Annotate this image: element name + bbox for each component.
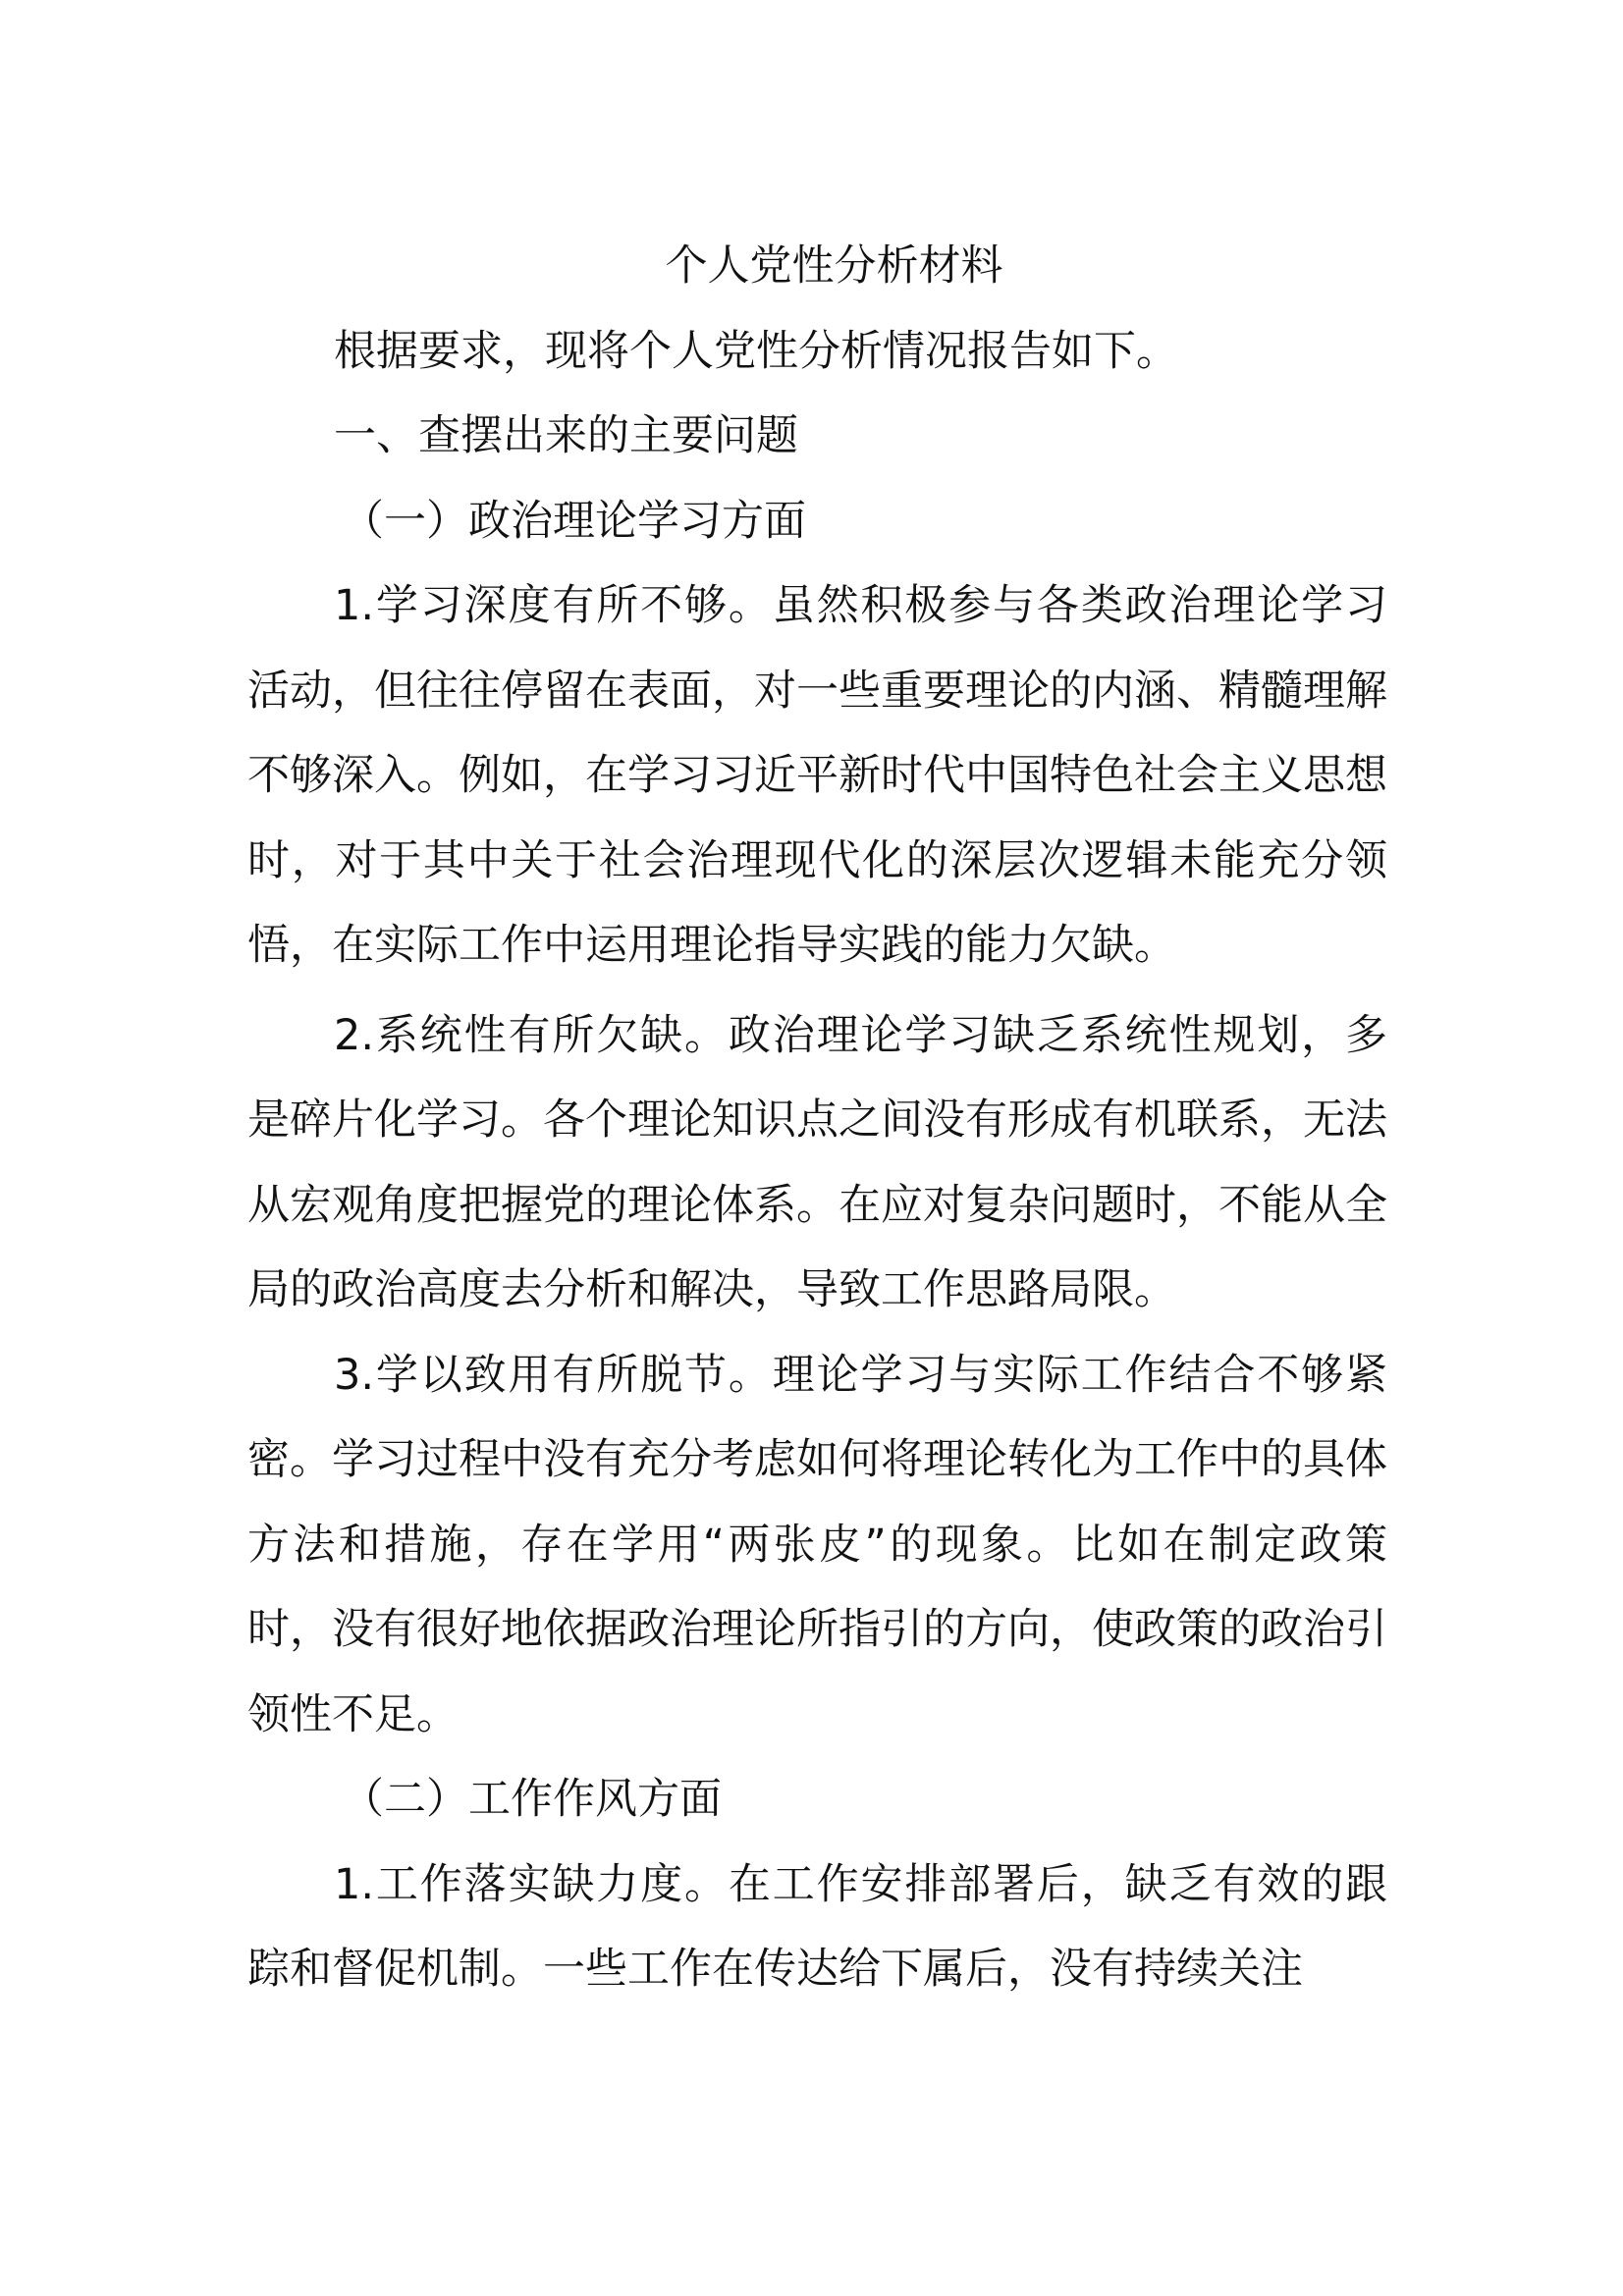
subsection-heading-1: （一）政治理论学习方面 — [342, 496, 806, 546]
document-body — [247, 224, 1387, 2012]
body-paragraph-1: 1.学习深度有所不够。虽然积极参与各类政治理论学习活动，但往往停留在表面，对一些重要理论的内涵、精髓理解不够深入。例如，在学习习近平新时代中国特色社会主义思想时，对于其中关于社会治理现代化的深层次逻辑未能充分领悟，在实际工作中运用理论指导实践的能力欠缺。 — [247, 581, 1387, 970]
body-paragraph-4: 1.工作落实缺力度。在工作安排部署后，缺乏有效的跟踪和督促机制。一些工作在传达给下属后，没有持续关注 — [247, 1859, 1387, 1994]
body-paragraph-2: 2.系统性有所欠缺。政治理论学习缺乏系统性规划，多是碎片化学习。各个理论知识点之间没有形成有机联系，无法从宏观角度把握党的理论体系。在应对复杂问题时，不能从全局的政治高度去分析和解决，导致工作思路局限。 — [247, 1010, 1387, 1314]
section-heading-1: 一、查摆出来的主要问题 — [334, 411, 798, 460]
body-paragraph-3: 3.学以致用有所脱节。理论学习与实际工作结合不够紧密。学习过程中没有充分考虑如何将理论转化为工作中的具体方法和措施，存在学用“两张皮”的现象。比如在制定政策时，没有很好地依据政治理论所指引的方向，使政策的政治引领性不足。 — [247, 1350, 1387, 1739]
intro-paragraph: 根据要求，现将个人党性分析情况报告如下。 — [334, 326, 1178, 376]
document-title: 个人党性分析材料 — [665, 241, 1003, 291]
subsection-heading-2: （二）工作作风方面 — [342, 1775, 722, 1824]
